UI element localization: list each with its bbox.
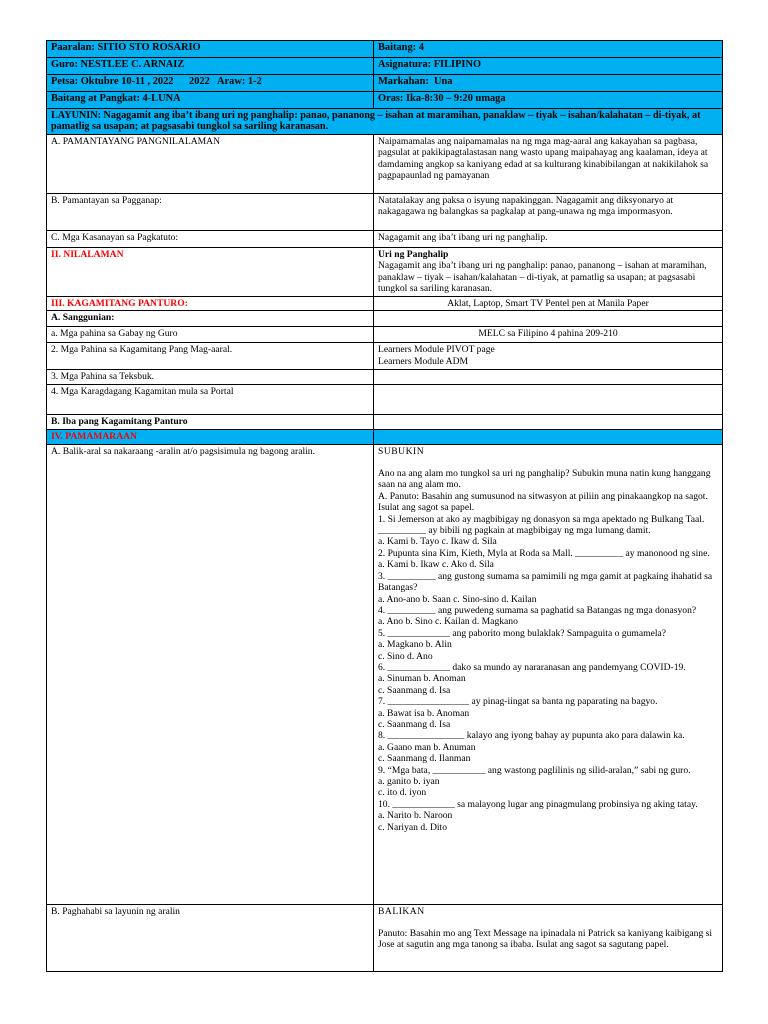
subukin-item: 4. __________ ang puwedeng sumama sa paghatid sa Batangas ng mga donasyon? xyxy=(378,604,697,616)
subukin-item: 10. _____________ sa malayong lugar ang pinagmulang probinsiya ng aking tatay. xyxy=(378,798,698,810)
markahan-cell: Markahan: Una xyxy=(374,75,723,92)
subukin-item: 8. ________________ kalayo ang iyong bahay ay pupunta ako para dalawin ka. xyxy=(378,730,685,742)
subukin-item: a. Ano b. Sino c. Kailan d. Magkano xyxy=(378,616,518,628)
mag-aaral-value-1: Learners Module PIVOT page xyxy=(378,344,495,356)
nilalaman-row xyxy=(47,247,723,296)
subukin-item: a. Kami b. Ikaw c. Ako d. Sila xyxy=(378,559,494,571)
guro-cell: Guro: NESTLEE C. ARNAIZ xyxy=(47,58,374,75)
paaralan-cell: Paaralan: SITIO STO ROSARIO xyxy=(47,41,374,58)
baitang-cell: Baitang: 4 xyxy=(374,41,723,58)
paghahabi-label: B. Paghahabi sa layunin ng aralin xyxy=(47,904,374,971)
oras-cell: Oras: Ika-8:30 – 9:20 umaga xyxy=(374,92,723,109)
subukin-item: 1. Si Jemerson at ako ay magbibigay ng donasyon sa mga apektado ng Bulkang Taal. __________ ay bibili ng pagkain at magbibigay ng mga lumang damit. xyxy=(378,513,705,537)
subukin-item: a. Magkano b. Alin xyxy=(378,639,452,651)
sanggunian-label: A. Sanggunian: xyxy=(47,311,374,327)
pamantayang-pangnilalaman-row xyxy=(47,134,723,193)
iba-pang-value xyxy=(374,414,723,429)
paghahabi-row xyxy=(47,904,723,971)
kasanayan-row xyxy=(47,230,723,247)
subukin-item: 6. _____________ dako sa mundo ay nararanasan ang pandemyang COVID-19. xyxy=(378,661,686,673)
teksbuk-row xyxy=(47,370,723,384)
nilalaman-label: II. NILALAMAN xyxy=(47,247,374,296)
layunin-cell: LAYUNIN: Nagagamit ang iba’t ibang uri ng panghalip: panao, pananong – isahan at maramihan, panaklaw – tiyak – isahan/kalahatan – di-tiyak, at pamatlig sa usapan; at pagsasabi tungkol sa sariling karanasan. xyxy=(47,109,723,135)
asignatura-cell: Asignatura: FILIPINO xyxy=(374,58,723,75)
kagamitan-row xyxy=(47,296,723,310)
balikan-cell xyxy=(374,904,723,971)
pamantayang-pangnilalaman-value: Naipamamalas ang naipamamalas na ng mga mag-aaral ang kakayahan sa pagbasa, pagsulat at pakikipagtalastasan nang wasto upang maipahayag ang kaalaman, ideya at damdaming angkop sa kaniyang edad at sa kulturang kinabibilangan at nakikilahok sa pagpapaunlad ng pamayanan xyxy=(374,134,723,193)
gabay-row xyxy=(47,327,723,343)
mag-aaral-value-cell xyxy=(374,343,723,370)
subukin-item: a. Sinuman b. Anoman xyxy=(378,673,466,685)
iba-pang-label: B. Iba pang Kagamitang Panturo xyxy=(47,414,374,429)
subukin-intro: Ano na ang alam mo tungkol sa uri ng panghalip? Subukin muna natin kung hanggang saan na ang alam mo. xyxy=(378,468,711,491)
pamamaraan-text: IV. PAMAMARAAN xyxy=(51,430,137,442)
baitang-pangkat-cell: Baitang at Pangkat: 4-LUNA xyxy=(47,92,374,109)
nilalaman-value: Nagagamit ang iba’t ibang uri ng panghalip: panao, pananong – isahan at maramihan, panaklaw – tiyak – isahan/kalahatan – di-tiyak, at pamatlig sa usapan; at pagsasabi tungkol sa sariling karanasan. xyxy=(378,260,707,295)
pamamaraan-label xyxy=(47,429,374,444)
header-row xyxy=(47,92,723,109)
nilalaman-value-cell xyxy=(374,247,723,296)
pamantayan-pagganap-row xyxy=(47,193,723,230)
balik-aral-label: A. Balik-aral sa nakaraang -aralin at/o pagsisimula ng bagong aralin. xyxy=(47,444,374,904)
subukin-item: a. ganito b. iyan xyxy=(378,776,440,787)
sanggunian-row xyxy=(47,311,723,327)
balik-aral-row xyxy=(47,444,723,904)
nilalaman-title: Uri ng Panghalip xyxy=(378,248,449,260)
iba-pang-row xyxy=(47,414,723,429)
subukin-item: c. Nariyan d. Dito xyxy=(378,821,448,833)
gabay-value: MELC sa Filipino 4 pahina 209-210 xyxy=(374,327,723,343)
subukin-items xyxy=(378,514,718,833)
pamantayan-pagganap-value: Natatalakay ang paksa o isyung napakinggan. Nagagamit ang diksyonaryo at nakagagawa ng balangkas sa pagkalap at pang-unawa ng mga impormasyon. xyxy=(374,193,723,230)
balikan-title: BALIKAN xyxy=(378,905,425,917)
sanggunian-value xyxy=(374,311,723,327)
subukin-item: a. Kami b. Tayo c. Ikaw d. Sila xyxy=(378,536,497,548)
subukin-item: c. Saanmang d. Isa xyxy=(378,718,451,730)
subukin-title: SUBUKIN xyxy=(378,445,425,457)
pamamaraan-value xyxy=(374,429,723,444)
subukin-cell xyxy=(374,444,723,904)
karagdagan-row xyxy=(47,384,723,414)
subukin-item: 7. _________________ ay pinag-iingat sa banta ng paparating na bagyo. xyxy=(378,696,658,708)
subukin-item: c. Saanmang d. Ilanman xyxy=(378,753,471,765)
mag-aaral-label: 2. Mga Pahina sa Kagamitang Pang Mag-aaral. xyxy=(47,343,374,370)
subukin-item: a. Bawat isa b. Anoman xyxy=(378,707,470,719)
subukin-item: a. Ano-ano b. Saan c. Sino-sino d. Kailan xyxy=(378,593,537,605)
subukin-item: a. Narito b. Naroon xyxy=(378,810,453,822)
subukin-item: c. Saanmang d. Isa xyxy=(378,684,451,696)
header-row xyxy=(47,41,723,58)
subukin-item: 2. Pupunta sina Kim, Kieth, Myla at Roda sa Mall. __________ ay manonood ng sine. xyxy=(378,547,710,559)
lesson-plan-table xyxy=(46,40,723,972)
lesson-plan-page xyxy=(46,40,722,972)
kasanayan-label: C. Mga Kasanayan sa Pagkatuto: xyxy=(47,230,374,247)
header-row xyxy=(47,58,723,75)
karagdagan-value xyxy=(374,384,723,414)
subukin-item: c. ito d. iyon xyxy=(378,787,427,799)
teksbuk-value xyxy=(374,370,723,384)
subukin-panuto: A. Panuto: Basahin ang sumusunod na sitwasyon at piliin ang pinakaangkop na sagot. Isulat ang sagot sa papel. xyxy=(378,490,708,514)
layunin-row xyxy=(47,109,723,135)
balikan-panuto: Panuto: Basahin mo ang Text Message na ipinadala ni Patrick sa kaniyang kaibigang si Jose at sagutin ang mga tanong sa ibaba. Isulat ang sagot sa sagutang papel. xyxy=(378,928,713,951)
pamamaraan-row xyxy=(47,429,723,444)
kasanayan-value: Nagagamit ang iba’t ibang uri ng panghalip. xyxy=(374,230,723,247)
teksbuk-label: 3. Mga Pahina sa Teksbuk. xyxy=(47,370,374,384)
kagamitan-label: III. KAGAMITANG PANTURO: xyxy=(47,296,374,310)
pamantayang-pangnilalaman-label: A. PAMANTAYANG PANGNILALAMAN xyxy=(47,134,374,193)
karagdagan-label: 4. Mga Karagdagang Kagamitan mula sa Portal xyxy=(47,384,374,414)
petsa-cell: Petsa: Oktubre 10-11 , 2022 2022 Araw: 1-2 xyxy=(47,75,374,92)
pamantayan-pagganap-label: B. Pamantayan sa Pagganap: xyxy=(47,193,374,230)
mag-aaral-value-2: Learners Module ADM xyxy=(378,355,469,367)
subukin-item: 3. __________ ang gustong sumama sa pamimili ng mga gamit at pagkaing ihahatid sa Batangas? xyxy=(378,570,713,594)
kagamitan-value: Aklat, Laptop, Smart TV Pentel pen at Manila Paper xyxy=(374,296,723,310)
header-row xyxy=(47,75,723,92)
subukin-item: 5. _____________ ang paborito mong bulaklak? Sampaguita o gumamela? xyxy=(378,627,667,639)
subukin-item: 9. “Mga bata, ___________ ang wastong paglilinis ng silid-aralan,” sabi ng guro. xyxy=(378,764,691,776)
subukin-item: c. Sino d. Ano xyxy=(378,650,433,662)
subukin-item: a. Gaano man b. Anuman xyxy=(378,741,476,753)
mag-aaral-row xyxy=(47,343,723,370)
gabay-label: a. Mga pahina sa Gabay ng Guro xyxy=(47,327,374,343)
